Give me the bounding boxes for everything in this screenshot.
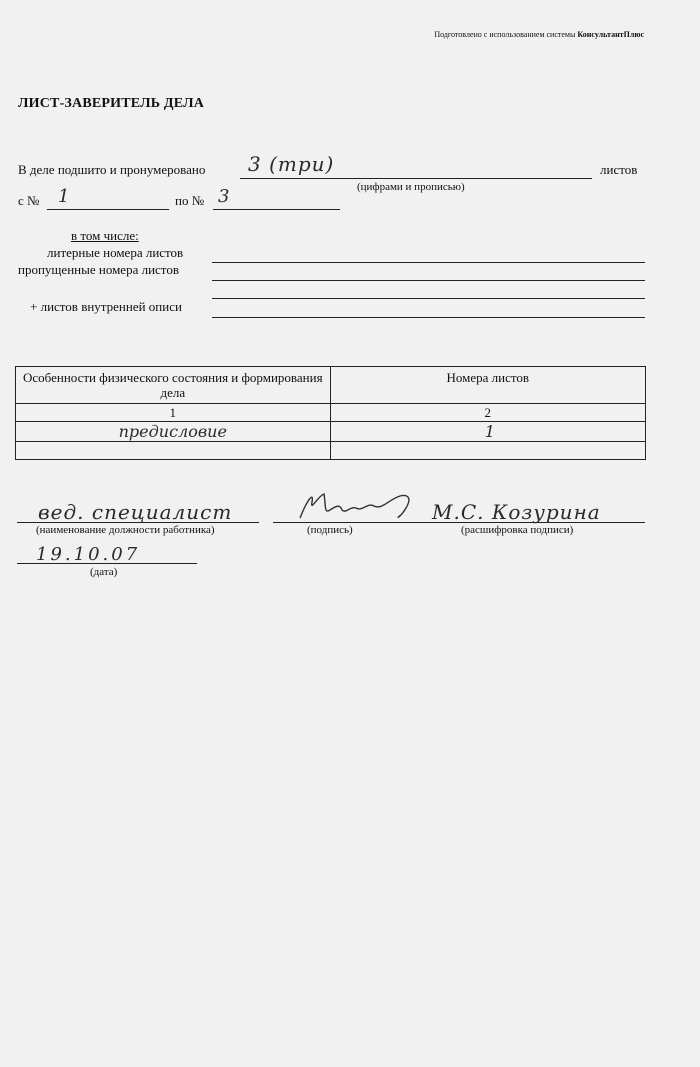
- signature-label: (подпись): [307, 524, 353, 536]
- header-brand: КонсультантПлюс: [577, 30, 644, 39]
- table-header-row: [16, 367, 646, 404]
- table-header-sheets: Номера листов: [330, 367, 645, 404]
- table-cell-sheets: 1: [330, 422, 645, 442]
- page-title: ЛИСТ-ЗАВЕРИТЕЛЬ ДЕЛА: [18, 96, 205, 111]
- count-line: [240, 178, 592, 179]
- range-from-line: [47, 209, 169, 210]
- features-table: [15, 366, 646, 460]
- extra-line: [212, 298, 645, 299]
- table-cell-empty: [330, 442, 645, 460]
- date-label: (дата): [90, 566, 118, 578]
- decoding-label: (расшифровка подписи): [461, 524, 574, 536]
- position-value: вед. специалист: [38, 500, 233, 524]
- range-to-value: 3: [218, 186, 231, 207]
- inner-inventory-label: + листов внутренней описи: [30, 299, 182, 314]
- inner-inventory-line: [212, 317, 645, 318]
- range-to-label: по №: [175, 193, 205, 208]
- including-label: в том числе:: [71, 228, 139, 243]
- table-col-number-1: 1: [16, 404, 331, 422]
- table-row: [16, 442, 646, 460]
- count-hint: (цифрами и прописью): [357, 181, 465, 193]
- position-line: [17, 522, 259, 523]
- decoding-value: М.С. Козурина: [432, 500, 601, 524]
- lettered-line: [212, 262, 645, 263]
- date-line: [17, 563, 197, 564]
- table-row: [16, 422, 646, 442]
- skipped-line: [212, 280, 645, 281]
- table-cell-empty: [16, 442, 331, 460]
- header-note: [434, 30, 644, 39]
- position-label: (наименование должности работника): [36, 524, 215, 536]
- range-from-label: с №: [18, 193, 40, 208]
- date-value: 19.10.07: [36, 544, 141, 565]
- table-cell-feature: предисловие: [16, 422, 331, 442]
- skipped-label: пропущенные номера листов: [18, 262, 179, 277]
- header-prefix: Подготовлено с использованием системы: [434, 30, 578, 39]
- table-header-features: Особенности физического состояния и формирования дела: [16, 367, 331, 404]
- range-to-line: [213, 209, 340, 210]
- lettered-label: литерные номера листов: [47, 245, 184, 260]
- count-suffix: листов: [600, 162, 638, 177]
- count-label: В деле подшито и пронумеровано: [18, 162, 206, 177]
- table-number-row: [16, 404, 646, 422]
- count-handwritten: 3 (три): [248, 152, 335, 176]
- signature-mark: [290, 488, 430, 524]
- range-from-value: 1: [58, 186, 71, 207]
- table-col-number-2: 2: [330, 404, 645, 422]
